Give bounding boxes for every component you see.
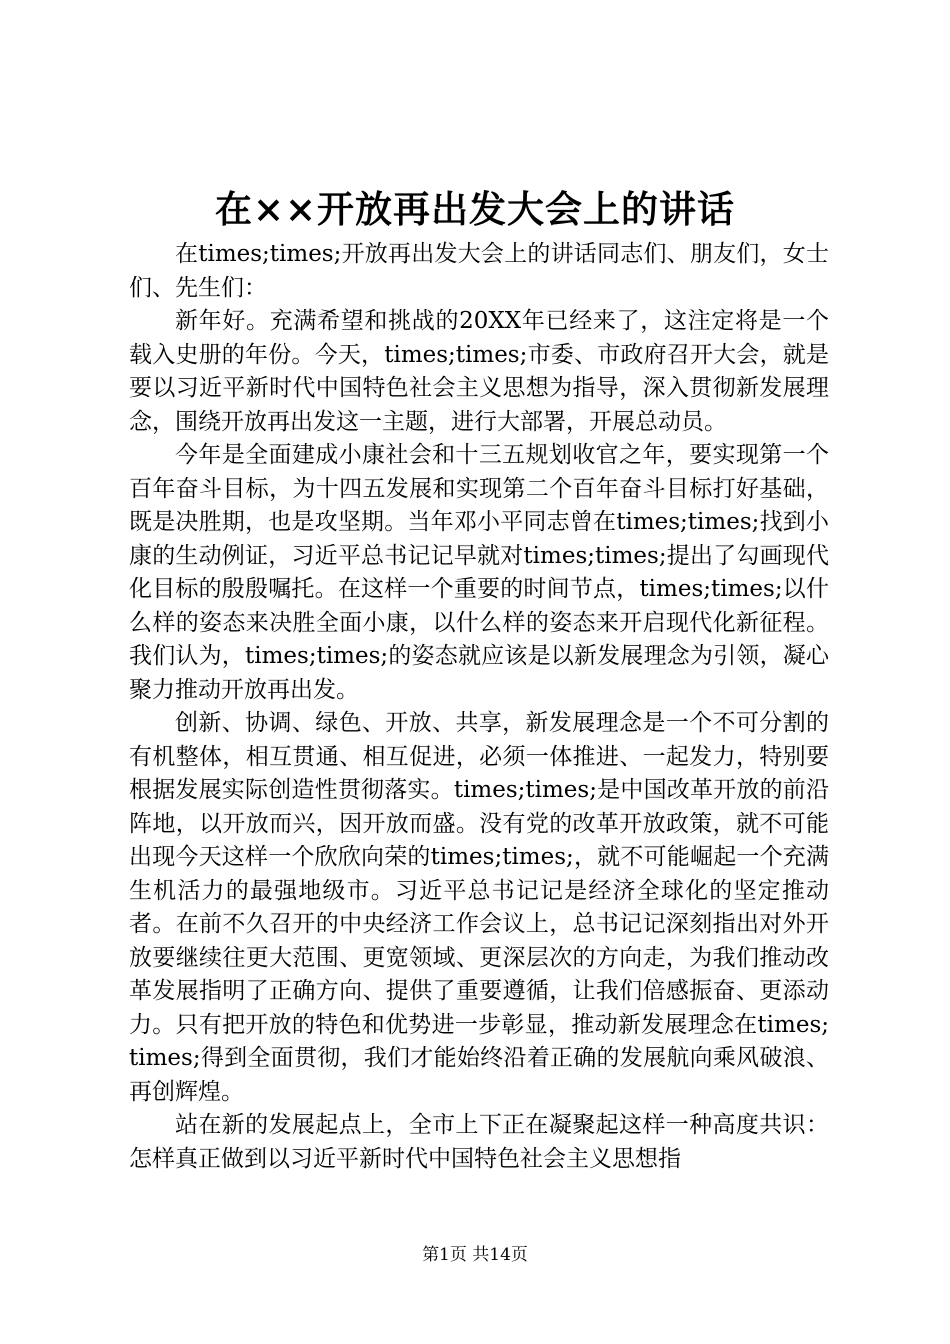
paragraph-4: 创新、协调、绿色、开放、共享，新发展理念是一个不可分割的有机整体，相互贯通、相互促进，必须一体推进、一起发力，特别要根据发展实际创造性贯彻落实。times;times;是中国改革开放的前沿阵地，以开放而兴，因开放而盛。没有党的改革开放政策，就不可能出现今天这样一个欣欣向荣的times;times;，就不可能崛起一个充满生机活力的最强地级市。习近平总书记记是经济全球化的坚定推动者。在前不久召开的中央经济工作会议上，总书记记深刻指出对外开放要继续往更大范围、更宽领域、更深层次的方向走，为我们推动改革发展指明了正确方向、提供了重要遵循，让我们倍感振奋、更添动力。只有把开放的特色和优势进一步彰显，推动新发展理念在times;times;得到全面贯彻，我们才能始终沿着正确的发展航向乘风破浪、再创辉煌。 xyxy=(129,710,829,1105)
page-title: 在××开放再出发大会上的讲话 xyxy=(214,187,735,231)
document-body xyxy=(129,238,829,1176)
paragraph-3: 今年是全面建成小康社会和十三五规划收官之年，要实现第一个百年奋斗目标，为十四五发展和实现第二个百年奋斗目标打好基础，既是决胜期，也是攻坚期。当年邓小平同志曾在times;times;找到小康的生动例证，习近平总书记记早就对times;times;提出了勾画现代化目标的殷殷嘱托。在这样一个重要的时间节点，times;times;以什么样的姿态来决胜全面小康，以什么样的姿态来开启现代化新征程。我们认为，times;times;的姿态就应该是以新发展理念为引领，凝心聚力推动开放再出发。 xyxy=(129,442,829,703)
page-footer: 第1页 共14页 xyxy=(422,1245,528,1265)
paragraph-1: 在times;times;开放再出发大会上的讲话同志们、朋友们，女士们、先生们： xyxy=(129,241,829,301)
paragraph-2: 新年好。充满希望和挑战的20XX年已经来了，这注定将是一个载入史册的年份。今天，times;times;市委、市政府召开大会，就是要以习近平新时代中国特色社会主义思想为指导，深入贯彻新发展理念，围绕开放再出发这一主题，进行大部署，开展总动员。 xyxy=(129,308,829,435)
paragraph-5: 站在新的发展起点上，全市上下正在凝聚起这样一种高度共识：怎样真正做到以习近平新时代中国特色社会主义思想指 xyxy=(129,1112,829,1172)
